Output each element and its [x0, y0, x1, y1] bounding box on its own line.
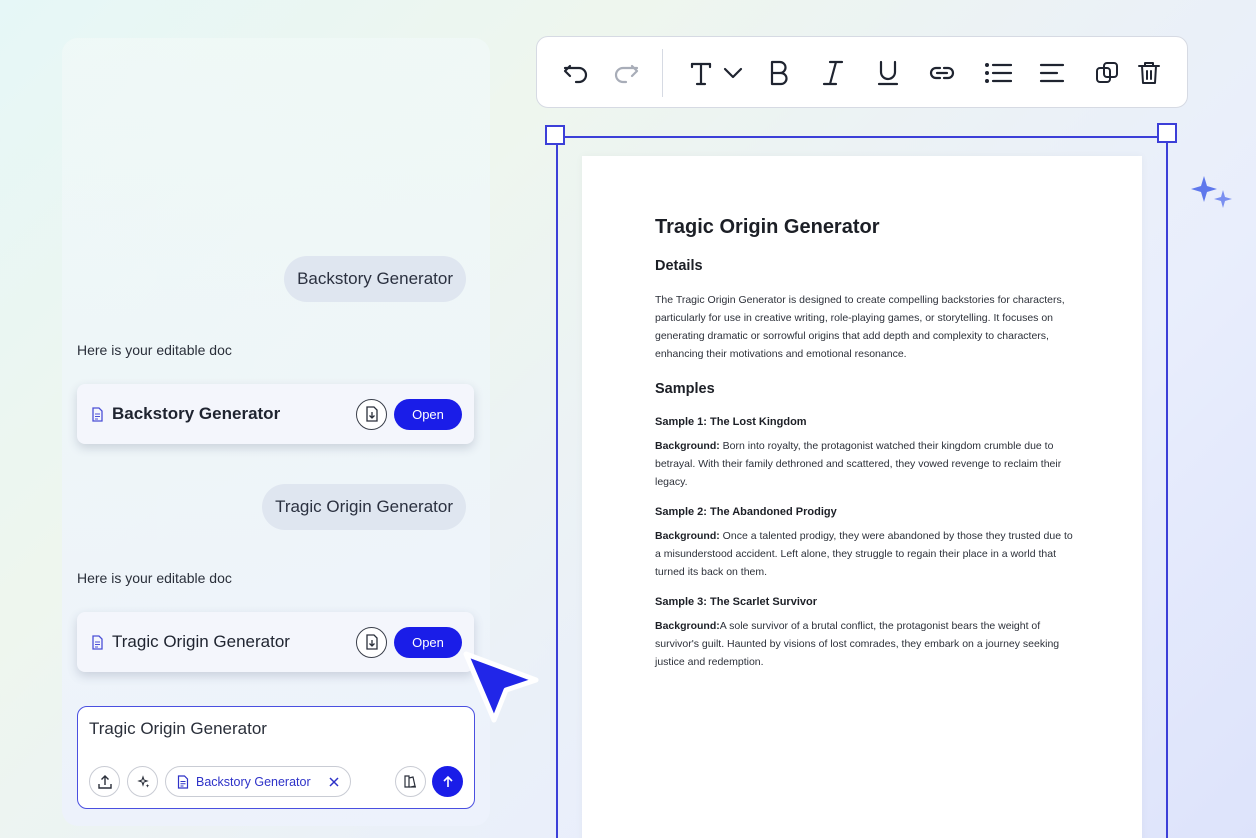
- italic-icon[interactable]: [819, 59, 847, 87]
- delete-icon[interactable]: [1135, 59, 1163, 87]
- attach-style-button[interactable]: [395, 766, 426, 797]
- link-icon[interactable]: [927, 59, 957, 87]
- sparkle-icon: [1188, 174, 1238, 219]
- ai-enhance-button[interactable]: [127, 766, 158, 797]
- text-style-icon[interactable]: [687, 59, 715, 87]
- sample-paragraph: [655, 617, 1075, 671]
- doc-card-title: Tragic Origin Generator: [112, 632, 290, 651]
- undo-icon[interactable]: [559, 59, 593, 87]
- open-button[interactable]: Open: [394, 399, 462, 430]
- sample-title: Sample 3: The Scarlet Survivor: [655, 596, 818, 608]
- message-composer[interactable]: [77, 706, 475, 809]
- arrow-up-icon: [441, 775, 455, 789]
- duplicate-icon[interactable]: [1093, 59, 1121, 87]
- user-message-bubble: Tragic Origin Generator: [262, 484, 466, 530]
- redo-icon[interactable]: [609, 59, 643, 87]
- download-doc-icon: [365, 634, 379, 650]
- sparkle-icon: [136, 775, 150, 789]
- message-input[interactable]: Tragic Origin Generator: [89, 719, 267, 738]
- sample-label: Background:: [655, 440, 720, 452]
- download-doc-icon: [365, 406, 379, 422]
- sample-text: Once a talented prodigy, they were abandoned by those they trusted due to a misunderstood accident. Left alone, they struggle to regain their place in a world that turned its back on them.: [655, 530, 1073, 578]
- resize-handle[interactable]: [1157, 123, 1177, 143]
- sample-paragraph: [655, 437, 1075, 491]
- bold-icon[interactable]: [765, 59, 793, 87]
- document-icon: [177, 775, 189, 789]
- download-button[interactable]: [356, 399, 387, 430]
- bullet-list-icon[interactable]: [983, 59, 1013, 87]
- sample-label: Background:: [655, 530, 720, 542]
- document-icon: [89, 634, 105, 650]
- sample-text: Born into royalty, the protagonist watched their kingdom crumble due to betrayal. With their family dethroned and scattered, they vowed revenge to reclaim their legacy.: [655, 440, 1062, 488]
- assistant-response-text: Here is your editable doc: [77, 570, 232, 586]
- chip-label: Backstory Generator: [196, 774, 311, 789]
- sample-title: Sample 2: The Abandoned Prodigy: [655, 506, 837, 518]
- upload-icon: [97, 774, 113, 790]
- user-message-bubble: Backstory Generator: [284, 256, 466, 302]
- assistant-response-text: Here is your editable doc: [77, 342, 232, 358]
- sample-label: Background:: [655, 620, 720, 632]
- doc-card-title: Backstory Generator: [112, 404, 281, 423]
- sample-paragraph: [655, 527, 1075, 581]
- chevron-down-icon[interactable]: [721, 59, 745, 87]
- sample-title: Sample 1: The Lost Kingdom: [655, 416, 807, 428]
- align-icon[interactable]: [1037, 59, 1067, 87]
- send-button[interactable]: [432, 766, 463, 797]
- sample-text: A sole survivor of a brutal conflict, the protagonist bears the weight of survivor's guilt. Haunted by visions of lost comrades, they embark on a journey seeking justice and redemption.: [655, 620, 1060, 668]
- details-paragraph: The Tragic Origin Generator is designed to create compelling backstories for characters, particularly for use in creative writing, role-playing games, or storytelling. It focuses on generating dramatic or sorrowful origins that add depth and complexity to characters, enhancing their motivations and emotional resonance.: [655, 294, 1065, 360]
- open-button[interactable]: Open: [394, 627, 462, 658]
- underline-icon[interactable]: [874, 59, 902, 87]
- doc-card[interactable]: [77, 612, 474, 672]
- attached-doc-chip[interactable]: [165, 766, 351, 797]
- resize-handle[interactable]: [545, 125, 565, 145]
- download-button[interactable]: [356, 627, 387, 658]
- pointer-cursor-icon: [462, 650, 542, 735]
- samples-heading: Samples: [655, 381, 715, 397]
- document-page[interactable]: [582, 156, 1142, 838]
- close-icon[interactable]: [329, 777, 339, 787]
- doc-card[interactable]: [77, 384, 474, 444]
- document-title: Tragic Origin Generator: [655, 216, 880, 238]
- upload-button[interactable]: [89, 766, 120, 797]
- details-heading: Details: [655, 258, 703, 274]
- toolbar-divider: [662, 49, 663, 97]
- editor-toolbar: [536, 36, 1188, 108]
- chat-panel: [62, 38, 490, 826]
- document-icon: [89, 406, 105, 422]
- palette-icon: [403, 774, 418, 789]
